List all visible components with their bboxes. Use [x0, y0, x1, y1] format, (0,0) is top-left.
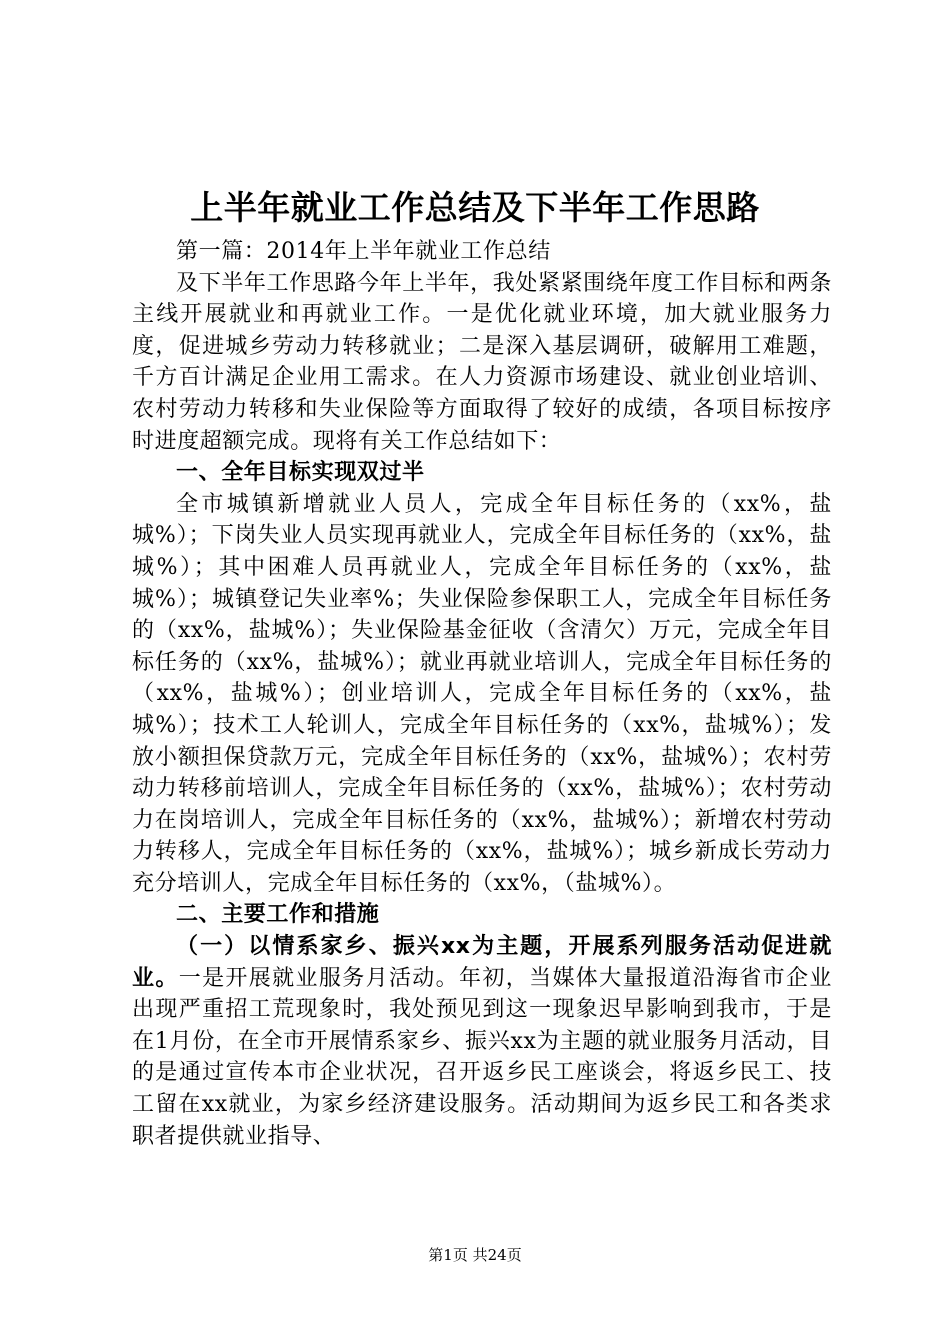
subtitle-line: 第一篇：2014年上半年就业工作总结 — [176, 239, 551, 264]
section1-heading: 一、全年目标实现双过半 — [176, 460, 425, 486]
document-body — [132, 236, 832, 1152]
page-footer: 第1页 共24页 — [428, 1246, 522, 1264]
intro-paragraph: 及下半年工作思路今年上半年，我处紧紧围绕年度工作目标和两条主线开展就业和再就业工作。一是优化就业环境，加大就业服务力度，促进城乡劳动力转移就业；二是深入基层调研，破解用工难题，千方百计满足企业用工需求。在人力资源市场建设、就业创业培训、农村劳动力转移和失业保险等方面取得了较好的成绩，各项目标按序时进度超额完成。现将有关工作总结如下： — [132, 270, 832, 454]
section2-text: 一是开展就业服务月活动。年初，当媒体大量报道沿海省市企业出现严重招工荒现象时，我处预见到这一现象迟早影响到我市，于是在1月份，在全市开展情系家乡、振兴xx为主题的就业服务月活动，目的是通过宣传本市企业状况，召开返乡民工座谈会，将返乡民工、技工留在xx就业，为家乡经济建设服务。活动期间为返乡民工和各类求职者提供就业指导、 — [132, 965, 832, 1149]
section2-paragraph — [132, 931, 832, 1152]
document-title: 上半年就业工作总结及下半年工作思路 — [190, 188, 760, 227]
section1-paragraph: 全市城镇新增就业人员人，完成全年目标任务的（xx%，盐城%）；下岗失业人员实现再就业人，完成全年目标任务的（xx%，盐城%）；其中困难人员再就业人，完成全年目标任务的（xx%，盐城%）；城镇登记失业率%；失业保险参保职工人，完成全年目标任务的（xx%，盐城%）；失业保险基金征收（含清欠）万元，完成全年目标任务的（xx%，盐城%）；就业再就业培训人，完成全年目标任务的（xx%，盐城%）；创业培训人，完成全年目标任务的（xx%，盐城%）；技术工人轮训人，完成全年目标任务的（xx%，盐城%）；发放小额担保贷款万元，完成全年目标任务的（xx%，盐城%）；农村劳动力转移前培训人，完成全年目标任务的（xx%，盐城%）；农村劳动力在岗培训人，完成全年目标任务的（xx%，盐城%）；新增农村劳动力转移人，完成全年目标任务的（xx%，盐城%）；城乡新成长劳动力充分培训人，完成全年目标任务的（xx%，（盐城%）。 — [132, 491, 832, 896]
section2-heading: 二、主要工作和措施 — [176, 902, 380, 928]
section2-subheading: （一）以情系家乡、振兴xx为主题，开展系列服务活动促进就业。 — [132, 934, 832, 991]
